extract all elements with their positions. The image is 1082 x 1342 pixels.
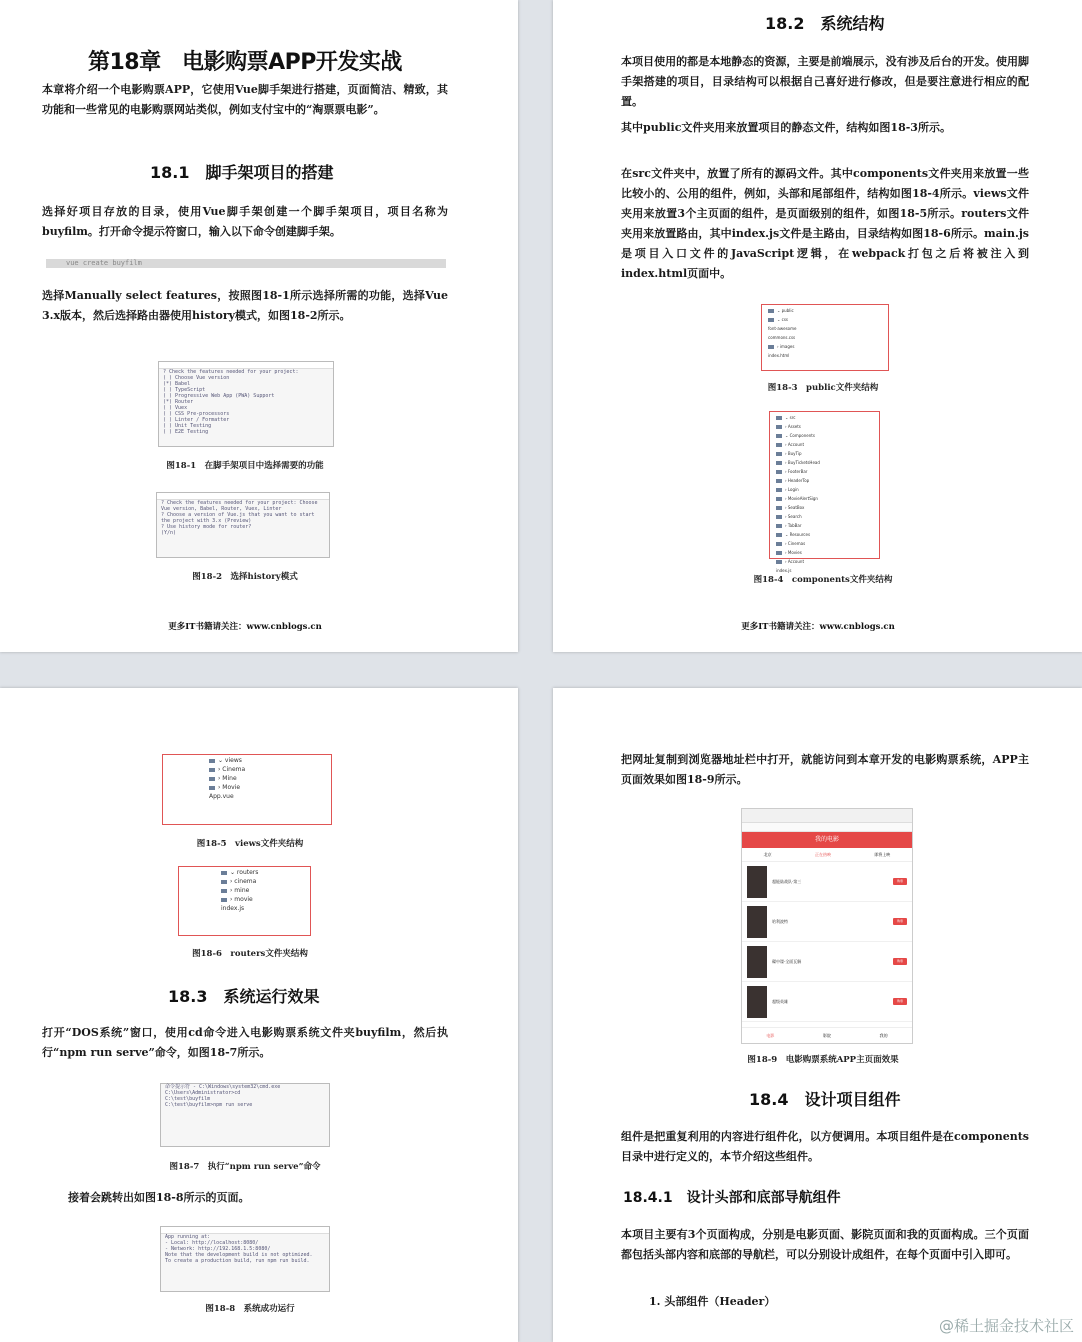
figure-18-5-tree <box>162 754 332 825</box>
tree-item: › FooterBar <box>776 467 873 476</box>
terminal-line: 命令提示符 - C:\Windows\system32\cmd.exe <box>165 1084 281 1090</box>
paragraph: 组件是把重复利用的内容进行组件化，以方便调用。本项目组件是在components目录中进行定义的，本节介绍这些组件。 <box>621 1130 1029 1163</box>
browser-tab-bar <box>742 809 912 823</box>
terminal-line: (*) Babel <box>163 381 191 387</box>
tree-item: index.js <box>221 905 245 912</box>
terminal-line: To create a production build, run npm run build. <box>165 1258 310 1264</box>
paragraph: 打开“DOS系统”窗口，使用cd命令进入电影购票系统文件夹buyfilm，然后执行“npm run serve”命令，如图18-7所示。 <box>42 1026 448 1059</box>
folder-icon <box>776 470 782 474</box>
page-4 <box>553 688 1082 1342</box>
tree-item: › BuyTip <box>776 449 873 458</box>
movie-poster <box>747 906 767 938</box>
section-18-1-heading: 18.1 脚手架项目的搭建 <box>150 163 334 182</box>
folder-icon <box>776 416 782 420</box>
section-18-2-heading: 18.2 系统结构 <box>765 14 885 33</box>
terminal-line: Note that the development build is not optimized. <box>165 1252 313 1258</box>
figure-18-7-screenshot <box>160 1083 330 1147</box>
paragraph: 其中public文件夹用来放置项目的静态文件，结构如图18-3所示。 <box>621 121 951 134</box>
folder-icon <box>221 889 227 893</box>
terminal-line: (*) Router <box>163 399 194 405</box>
tree-item: App.vue <box>209 793 234 800</box>
terminal-line: ? Use history mode for router? <box>161 524 252 530</box>
terminal-line: ( ) Unit Testing <box>163 423 212 429</box>
tree-item: › Cinemas <box>776 539 873 548</box>
page-footer: 更多IT书籍请关注：www.cnblogs.cn <box>741 622 895 632</box>
movie-row[interactable] <box>742 862 912 902</box>
figure-caption: 图18-4 components文件夹结构 <box>753 575 893 585</box>
terminal-line: ? Choose a version of Vue.js that you want to start <box>161 512 315 518</box>
terminal-line: App running at: <box>165 1234 211 1240</box>
movie-row[interactable] <box>742 942 912 982</box>
figure-18-6-tree <box>178 866 311 936</box>
folder-icon <box>776 452 782 456</box>
folder-icon <box>776 524 782 528</box>
section-18-4-heading: 18.4 设计项目组件 <box>749 1090 901 1109</box>
tree-item: › MovieAlertSign <box>776 494 873 503</box>
folder-icon <box>209 768 215 772</box>
terminal-line: ( ) E2E Testing <box>163 429 209 435</box>
tree-item: ⌄ Components <box>776 431 873 440</box>
movie-list <box>742 862 912 1022</box>
figure-caption: 图18-3 public文件夹结构 <box>767 383 879 393</box>
terminal-line: C:\test\buyfilm <box>165 1096 211 1102</box>
tree-item: ⌄ css <box>768 315 882 324</box>
paragraph: 在src文件夹中，放置了所有的源码文件。其中components文件夹用来放置一些比较小的、公用的组件，例如，头部和尾部组件，结构如图18-4所示。views文件夹用来放置3个主页面的组件，是页面级别的组件，如图18-5所示。routers文件夹用来放置路由，其中index.js文件是主路由，目录结构如图18-6所示。main.js是项目入口文件的JavaScript逻辑，在webpack打包之后将被注入到index.html页面中。 <box>621 167 1029 280</box>
buy-button[interactable]: 购票 <box>893 918 907 925</box>
terminal-line: ( ) Linter / Formatter <box>163 417 230 423</box>
paragraph: 接着会跳转出如图18-8所示的页面。 <box>68 1191 250 1204</box>
tree-item: font-awesome <box>768 326 797 331</box>
tree-item: › cinema <box>221 877 268 886</box>
folder-icon <box>776 443 782 447</box>
folder-icon <box>776 551 782 555</box>
terminal-line: - Network: http://192.168.1.5:8080/ <box>165 1246 271 1252</box>
page-3 <box>0 688 518 1342</box>
tree-item: commons.css <box>768 335 796 340</box>
tree-item: › Search <box>776 512 873 521</box>
folder-icon <box>768 309 774 313</box>
app-bottom-nav <box>742 1027 912 1043</box>
chapter-title: 第18章 电影购票APP开发实战 <box>88 50 402 75</box>
figure-caption: 图18-7 执行“npm run serve”命令 <box>169 1162 321 1172</box>
movie-title: 哈利波特 <box>772 918 788 924</box>
folder-icon <box>768 318 774 322</box>
page-footer: 更多IT书籍请关注：www.cnblogs.cn <box>168 622 322 632</box>
terminal-line: ( ) Vuex <box>163 405 188 411</box>
tree-item: ⌄ Resources <box>776 530 873 539</box>
folder-icon <box>221 898 227 902</box>
tree-item: › Movie <box>209 783 285 792</box>
folder-icon <box>776 497 782 501</box>
folder-icon <box>209 786 215 790</box>
page-1 <box>0 0 518 652</box>
tree-item: › movie <box>221 895 268 904</box>
movie-title: 碟中谍·全面瓦解 <box>772 958 802 964</box>
terminal-line: C:\Users\Administrator>cd <box>165 1090 241 1096</box>
folder-icon <box>776 479 782 483</box>
nav-item-movie[interactable]: 电影 <box>766 1032 775 1038</box>
movie-poster <box>747 866 767 898</box>
tree-item: › BuyTicketsHead <box>776 458 873 467</box>
terminal-line: - Local: http://localhost:8080/ <box>165 1240 259 1246</box>
figure-caption: 图18-2 选择history模式 <box>192 572 298 582</box>
watermark: @稀土掘金技术社区 <box>938 1317 1074 1335</box>
terminal-line: ? Check the features needed for your project: <box>163 369 299 375</box>
terminal-line: (Y/n) <box>161 530 177 536</box>
app-tab[interactable]: 北京 <box>763 851 772 857</box>
paragraph: 本项目使用的都是本地静态的资源，主要是前端展示，没有涉及后台的开发。使用脚手架搭建的项目，目录结构可以根据自己喜好进行修改，但是要注意进行相应的配置。 <box>621 55 1029 108</box>
paragraph: 把网址复制到浏览器地址栏中打开，就能访问到本章开发的电影购票系统，APP主页面效果如图18-9所示。 <box>621 753 1029 786</box>
folder-icon <box>209 759 215 763</box>
browser-address-bar <box>742 823 912 832</box>
terminal-line: ( ) Choose Vue version <box>163 375 230 381</box>
buy-button[interactable]: 购票 <box>893 958 907 965</box>
figure-18-2-screenshot <box>156 492 330 558</box>
folder-icon <box>776 506 782 510</box>
paragraph: 选择Manually select features，按照图18-1所示选择所需的功能，选择Vue 3.x版本，然后选择路由器使用history模式，如图18-2所示。 <box>42 289 448 322</box>
figure-caption: 图18-6 routers文件夹结构 <box>192 949 308 959</box>
movie-title: 超能陆战队·第三 <box>772 878 802 884</box>
folder-icon <box>776 488 782 492</box>
folder-icon <box>776 434 782 438</box>
list-item: 1. 头部组件（Header） <box>649 1295 776 1308</box>
tree-item: › mine <box>221 886 268 895</box>
folder-icon <box>776 533 782 537</box>
tree-item: ⌄ routers <box>221 868 268 877</box>
figure-18-4-tree <box>769 411 880 573</box>
figure-18-9-app-screenshot <box>741 808 913 1044</box>
app-tab-bar <box>742 848 912 862</box>
figure-caption: 图18-9 电影购票系统APP主页面效果 <box>747 1055 899 1065</box>
nav-item-mine[interactable]: 我的 <box>879 1032 888 1038</box>
app-header: 我的电影 <box>742 832 912 848</box>
tree-item: › Cinema <box>209 765 285 774</box>
paragraph: 选择好项目存放的目录，使用Vue脚手架创建一个脚手架项目，项目名称为buyfilm。打开命令提示符窗口，输入以下命令创建脚手架。 <box>42 205 448 238</box>
figure-18-8-screenshot <box>160 1226 330 1292</box>
tree-item: › TabBar <box>776 521 873 530</box>
nav-item-cinema[interactable]: 影院 <box>822 1032 831 1038</box>
movie-poster <box>747 986 767 1018</box>
tree-item: ⌄ src <box>776 413 873 422</box>
folder-icon <box>768 345 774 349</box>
tree-item: › SeatBox <box>776 503 873 512</box>
folder-icon <box>209 777 215 781</box>
tree-item: › Mine <box>209 774 285 783</box>
terminal-line: C:\test\buyfilm>npm run serve <box>165 1102 253 1108</box>
tree-item: › Assets <box>776 422 873 431</box>
tree-item: › Movies <box>776 548 873 557</box>
terminal-line: ( ) Progressive Web App (PWA) Support <box>163 393 275 399</box>
tree-item: ⌄ public <box>768 306 882 315</box>
movie-title: 超级英雄 <box>772 998 788 1004</box>
tree-item: › Account <box>776 557 873 566</box>
intro-paragraph: 本章将介绍一个电影购票APP，它使用Vue脚手架进行搭建，页面简洁、精致，其功能和一些常见的电影购票网站类似，例如支付宝中的“淘票票电影”。 <box>42 83 448 116</box>
folder-icon <box>221 871 227 875</box>
movie-poster <box>747 946 767 978</box>
tree-item: › HeaderTop <box>776 476 873 485</box>
page-2 <box>553 0 1082 652</box>
app-tab[interactable]: 即将上映 <box>874 851 891 857</box>
buy-button[interactable]: 购票 <box>893 878 907 885</box>
section-18-3-heading: 18.3 系统运行效果 <box>168 987 320 1006</box>
folder-icon <box>776 560 782 564</box>
tree-item: index.js <box>776 568 792 573</box>
terminal-line: Vue version, Babel, Router, Vuex, Linter <box>161 506 282 512</box>
paragraph: 本项目主要有3个页面构成，分别是电影页面、影院页面和我的页面构成。三个页面都包括头部内容和底部的导航栏，可以分别设计成组件，在每个页面中引入即可。 <box>621 1228 1029 1261</box>
figure-caption: 图18-8 系统成功运行 <box>205 1304 295 1314</box>
movie-row[interactable] <box>742 902 912 942</box>
folder-icon <box>776 461 782 465</box>
terminal-line: the project with 3.x (Preview) <box>161 518 252 524</box>
tree-item: › Account <box>776 440 873 449</box>
terminal-line: ( ) CSS Pre-processors <box>163 411 230 417</box>
figure-18-1-screenshot <box>158 361 334 447</box>
figure-caption: 图18-1 在脚手架项目中选择需要的功能 <box>166 461 324 471</box>
figure-18-3-tree <box>761 304 889 371</box>
code-block: vue create buyfilm <box>46 259 446 268</box>
folder-icon <box>776 425 782 429</box>
app-tab[interactable]: 正在热映 <box>814 851 831 857</box>
terminal-line: ( ) TypeScript <box>163 387 206 393</box>
buy-button[interactable]: 购票 <box>893 998 907 1005</box>
section-18-4-1-heading: 18.4.1 设计头部和底部导航组件 <box>623 1190 841 1206</box>
figure-caption: 图18-5 views文件夹结构 <box>196 839 304 849</box>
movie-row[interactable] <box>742 982 912 1022</box>
terminal-line: ? Check the features needed for your project: Choose <box>161 500 318 506</box>
tree-item: index.html <box>768 353 790 358</box>
folder-icon <box>776 542 782 546</box>
tree-item: › Login <box>776 485 873 494</box>
folder-icon <box>221 880 227 884</box>
folder-icon <box>776 515 782 519</box>
tree-item: ⌄ views <box>209 756 285 765</box>
tree-item: › images <box>768 342 882 351</box>
